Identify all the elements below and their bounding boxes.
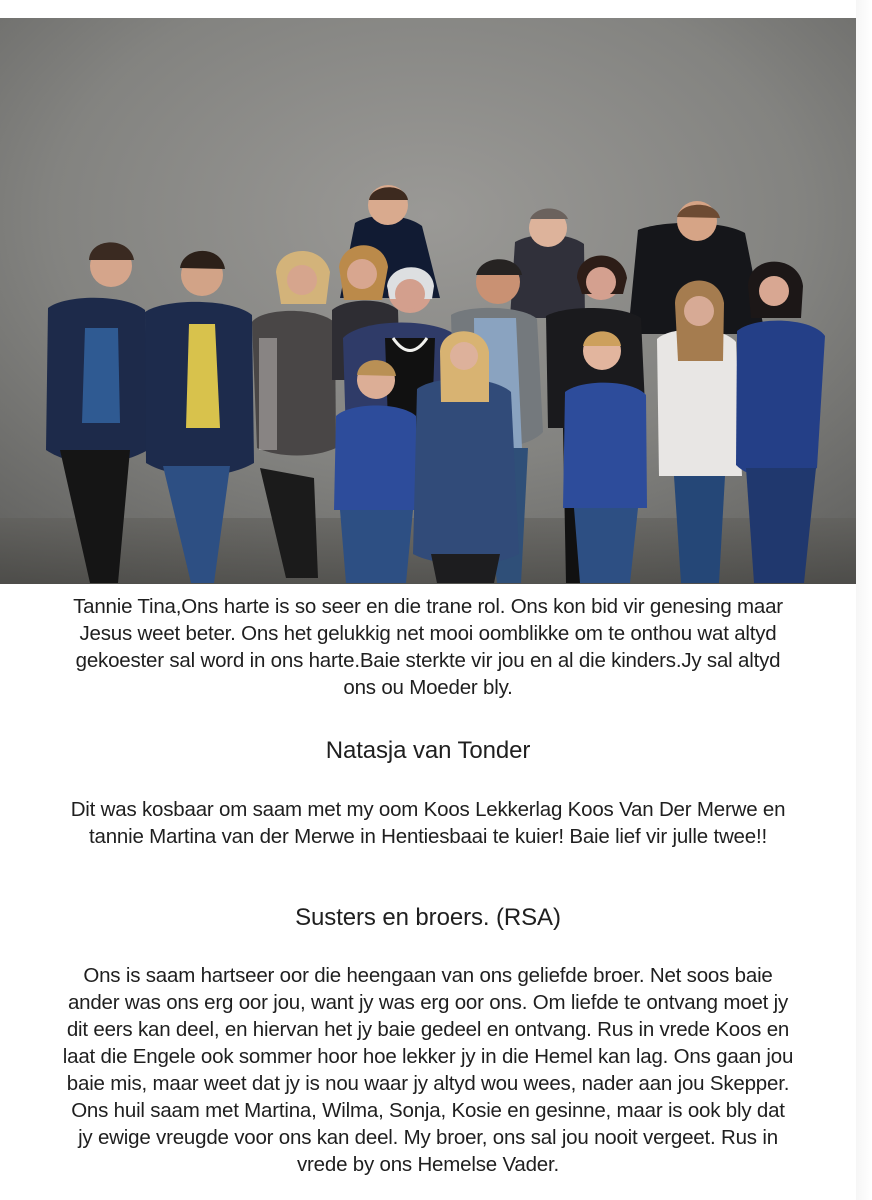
message-3-line-7: jy ewige vreugde voor ons kan deel. My broer, ons sal jou nooit vergeet. Rus in	[78, 1126, 778, 1149]
message-2-line-1: Dit was kosbaar om saam met my oom Koos Lekkerlag Koos Van Der Merwe en	[70, 798, 786, 821]
message-3-line-2: ander was ons erg oor jou, want jy was erg oor ons. Om liefde te ontvang moet jy	[67, 991, 789, 1014]
message-3-body	[18, 962, 838, 1178]
message-1-body	[18, 593, 838, 701]
message-1-line-1: Tannie Tina,Ons harte is so seer en die trane rol. Ons kon bid vir genesing maar	[73, 595, 783, 618]
family-photo-illustration	[0, 18, 856, 584]
message-3-line-5: baie mis, maar weet dat jy is nou waar jy altyd wou wees, nader aan jou Skepper.	[66, 1072, 790, 1095]
message-2-line-2: tannie Martina van der Merwe in Hentiesbaai te kuier! Baie lief vir julle twee!!	[89, 825, 767, 848]
message-1-line-2: Jesus weet beter. Ons het gelukkig net mooi oomblikke om te onthou wat altyd	[79, 622, 777, 645]
message-1-author: Natasja van Tonder	[325, 737, 531, 764]
message-2-body	[18, 796, 838, 850]
message-1-line-4: ons ou Moeder bly.	[343, 676, 513, 699]
message-3-line-4: laat die Engele ook sommer hoor hoe lekker jy in die Hemel kan lag. Ons gaan jou	[62, 1045, 794, 1068]
message-1-line-3: gekoester sal word in ons harte.Baie sterkte vir jou en al die kinders.Jy sal altyd	[75, 649, 781, 672]
scan-border	[856, 0, 872, 1200]
message-3-line-1: Ons is saam hartseer oor die heengaan van ons geliefde broer. Net soos baie	[83, 964, 773, 987]
family-photo	[0, 18, 856, 584]
message-2-author: Susters en broers. (RSA)	[295, 904, 561, 931]
message-3-line-8: vrede by ons Hemelse Vader.	[296, 1153, 559, 1176]
message-3-line-3: dit eers kan deel, en hiervan het jy baie gedeel en ontvang. Rus in vrede Koos en	[66, 1018, 790, 1041]
message-3-line-6: Ons huil saam met Martina, Wilma, Sonja, Kosie en gesinne, maar is ook bly dat	[71, 1099, 785, 1122]
